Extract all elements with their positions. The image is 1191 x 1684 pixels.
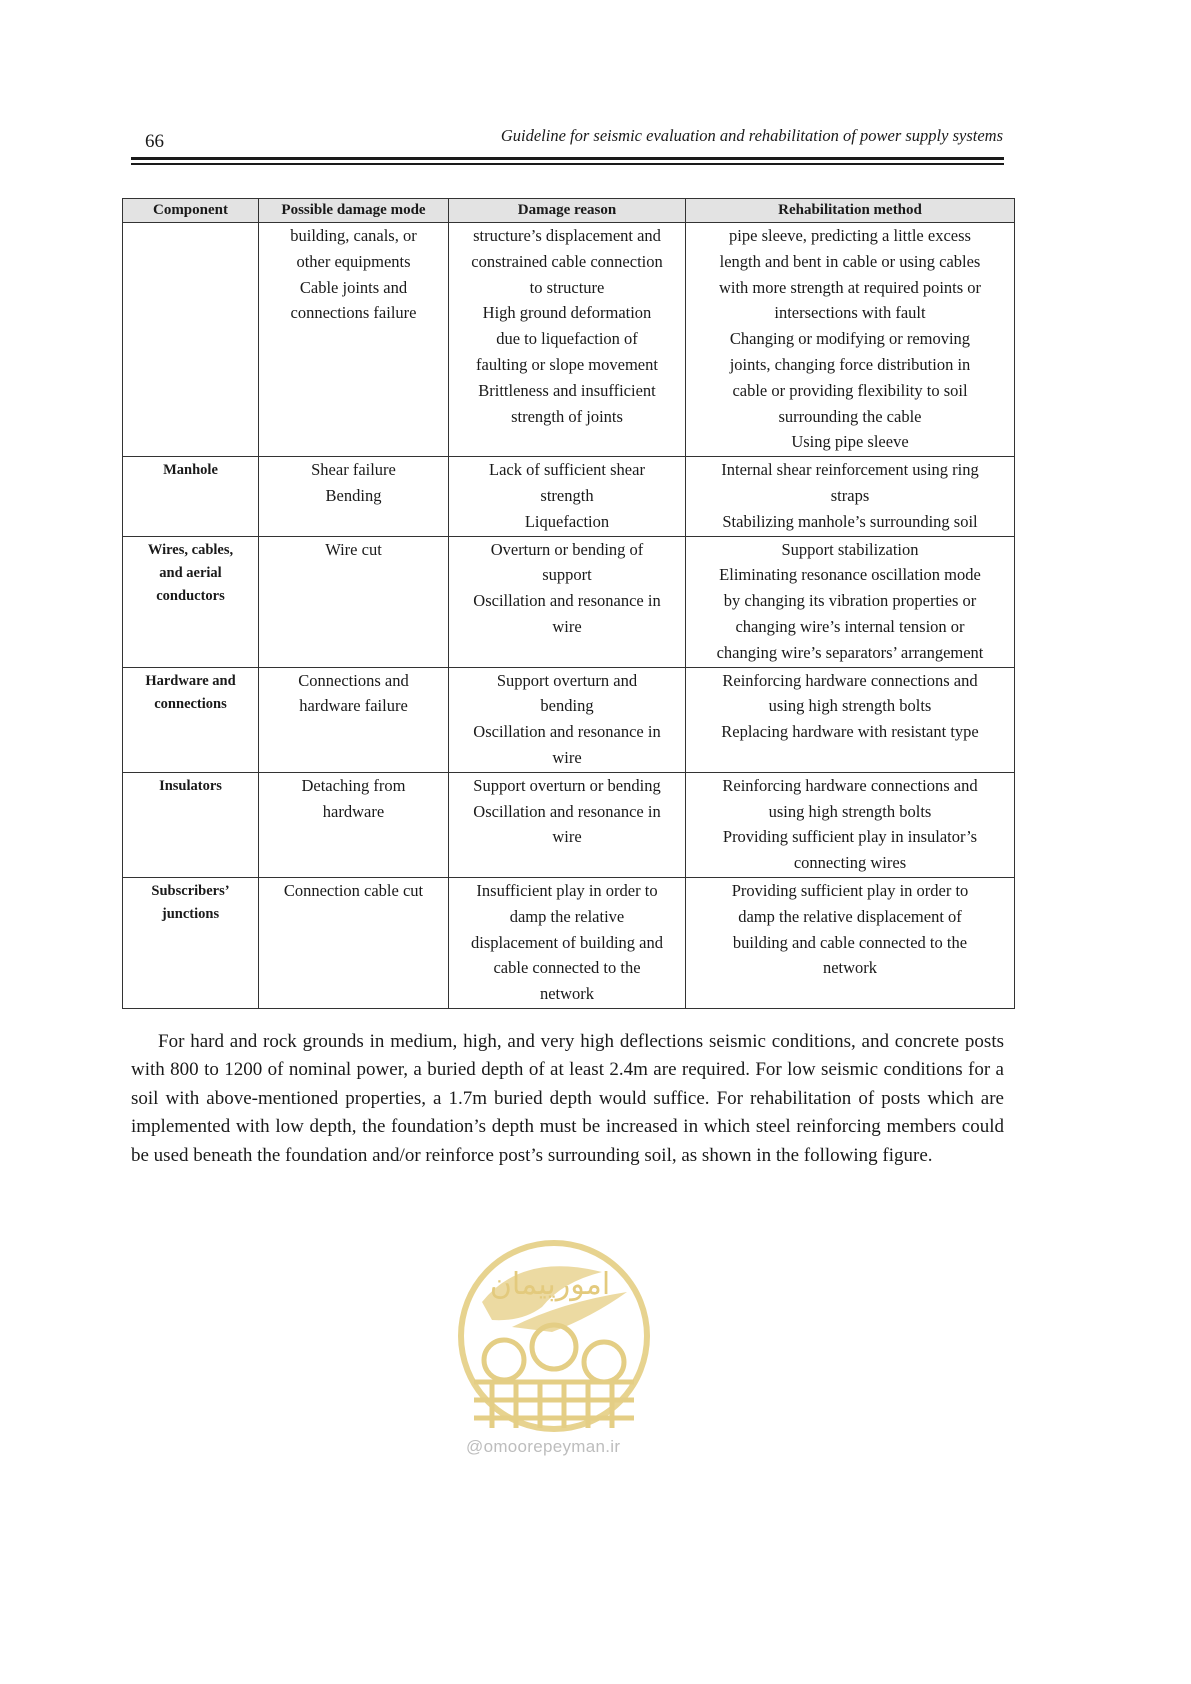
cell-line: Support overturn or bending [473,775,661,795]
running-title: Guideline for seismic evaluation and rehabilitation of power supply systems [500,126,1003,145]
body-paragraph: For hard and rock grounds in medium, high, and very high deflections seismic conditions, and concrete posts with 800 to 1200 of nominal power, a buried depth of at least 2.4m are required. For low seismic conditions for a soil with above-mentioned properties, a 1.7m buried depth would suffice. For rehabilitation of posts which are implemented with low depth, the foundation’s depth must be increased in which steel reinforcing members could be used beneath the foundation and/or reinforce post’s surrounding soil, as shown in the following figure. [131,1031,1004,1166]
cell-line: Wires, cables, [147,541,234,558]
cell-line: bending [540,696,594,716]
cell-line: using high strength bolts [768,801,932,821]
cell-line: length and bent in cable or using cables [719,251,981,271]
cell-component [123,667,259,772]
cell-line: changing wire’s separators’ arrangement [716,642,984,662]
cell-line: Wire cut [325,539,382,559]
cell-line: Cable joints and [299,277,408,297]
cell-damage-reason [449,536,686,667]
cell-rehabilitation-method [686,772,1015,877]
cell-line: Changing or modifying or removing [729,329,971,349]
cell-line: Oscillation and resonance in [473,722,661,742]
cell-line: other equipments [296,251,411,271]
column-header-damage-mode: Possible damage mode [259,199,449,223]
cell-line: Lack of sufficient shear [489,460,645,480]
cell-component [123,536,259,667]
cell-line: with more strength at required points or [718,277,982,297]
cell-line: Manhole [163,462,218,479]
table-header-row [123,199,1015,223]
table-row [123,877,1015,1008]
cell-rehabilitation-method [686,536,1015,667]
cell-line: Liquefaction [524,511,610,531]
cell-line: connecting wires [793,853,907,873]
header-rule-thin [131,163,1004,165]
cell-line: Replacing hardware with resistant type [721,722,979,742]
cell-line: connections failure [290,303,417,323]
cell-line: faulting or slope movement [476,354,658,374]
cell-damage-reason [449,223,686,457]
cell-line: hardware failure [299,696,408,716]
cell-line: displacement of building and [471,932,663,952]
cell-line: and aerial [159,564,222,581]
cell-line: building and cable connected to the [732,932,968,952]
damage-rehabilitation-table [122,198,1015,1009]
cell-line: Oscillation and resonance in [473,591,661,611]
cell-line: to structure [529,277,605,297]
cell-line: Detaching from [301,775,406,795]
cell-line: network [539,984,595,1004]
cell-line: due to liquefaction of [496,329,638,349]
cell-damage-mode [259,877,449,1008]
cell-component [123,877,259,1008]
cell-line: Bending [325,485,382,505]
cell-line: Providing sufficient play in insulator’s [722,827,978,847]
cell-line: cable connected to the [493,958,641,978]
cell-line: structure’s displacement and [473,226,661,245]
cell-line: hardware [322,801,385,821]
cell-line: wire [552,747,582,767]
table-row [123,772,1015,877]
cell-line: support [542,565,592,585]
cell-component [123,223,259,457]
cell-line: by changing its vibration properties or [723,591,977,611]
cell-damage-reason [449,772,686,877]
cell-line: High ground deformation [482,303,652,323]
cell-damage-mode [259,536,449,667]
cell-rehabilitation-method [686,667,1015,772]
table-row [123,536,1015,667]
cell-line: Using pipe sleeve [791,432,909,452]
cell-line: Reinforcing hardware connections and [722,670,978,690]
cell-line: strength [540,485,594,505]
page-number: 66 [145,131,164,152]
cell-line: cable or providing flexibility to soil [732,380,968,400]
table-body [123,223,1015,1009]
cell-rehabilitation-method [686,223,1015,457]
cell-line: Hardware and [145,672,236,689]
column-header-damage-reason: Damage reason [449,199,686,223]
cell-component [123,457,259,536]
cell-line: Insufficient play in order to [476,880,658,900]
cell-line: Internal shear reinforcement using ring [721,460,979,480]
cell-damage-reason [449,667,686,772]
cell-damage-mode [259,223,449,457]
cell-line: Connections and [298,670,409,690]
cell-line: damp the relative [509,906,625,926]
cell-line: Reinforcing hardware connections and [722,775,978,795]
cell-line: Subscribers’ [151,882,230,899]
cell-line: wire [552,616,582,636]
table-row [123,667,1015,772]
cell-line: Shear failure [311,460,396,480]
cell-damage-mode [259,772,449,877]
cell-line: wire [552,827,582,847]
cell-line: strength of joints [511,406,623,426]
cell-damage-reason [449,877,686,1008]
watermark-site-label: @omoorepeyman.ir [466,1437,621,1456]
cell-line: Eliminating resonance oscillation mode [719,565,981,585]
cell-damage-reason [449,457,686,536]
cell-line: junctions [161,905,220,922]
cell-line: Insulators [159,777,222,794]
cell-line: Brittleness and insufficient [478,380,656,400]
cell-line: Support stabilization [781,539,919,559]
cell-line: Providing sufficient play in order to [731,880,969,900]
cell-line: damp the relative displacement of [738,906,962,926]
cell-line: surrounding the cable [778,406,922,426]
column-header-rehabilitation-method: Rehabilitation method [686,199,1015,223]
omoorepeyman-logo-watermark [452,1232,656,1464]
table-row [123,223,1015,457]
cell-line: connections [154,695,227,712]
cell-component [123,772,259,877]
cell-line: straps [830,485,870,505]
svg-text:امورپیمان: امورپیمان [489,1267,611,1302]
cell-line: Overturn or bending of [490,539,644,559]
cell-damage-mode [259,457,449,536]
cell-line: constrained cable connection [471,251,663,271]
cell-line: network [822,958,878,978]
cell-rehabilitation-method [686,877,1015,1008]
cell-line: conductors [156,587,225,604]
cell-line: changing wire’s internal tension or [735,616,965,636]
cell-line: intersections with fault [774,303,926,323]
cell-line: pipe sleeve, predicting a little excess [729,226,971,245]
cell-line: joints, changing force distribution in [729,354,971,374]
cell-damage-mode [259,667,449,772]
cell-line: building, canals, or [290,226,417,245]
header-rule-thick [131,157,1004,160]
table-row [123,457,1015,536]
cell-line: Connection cable cut [283,880,424,900]
cell-line: using high strength bolts [768,696,932,716]
cell-line: Support overturn and [496,670,638,690]
cell-line: Stabilizing manhole’s surrounding soil [722,511,978,531]
cell-rehabilitation-method [686,457,1015,536]
cell-line: Oscillation and resonance in [473,801,661,821]
column-header-component: Component [123,199,259,223]
